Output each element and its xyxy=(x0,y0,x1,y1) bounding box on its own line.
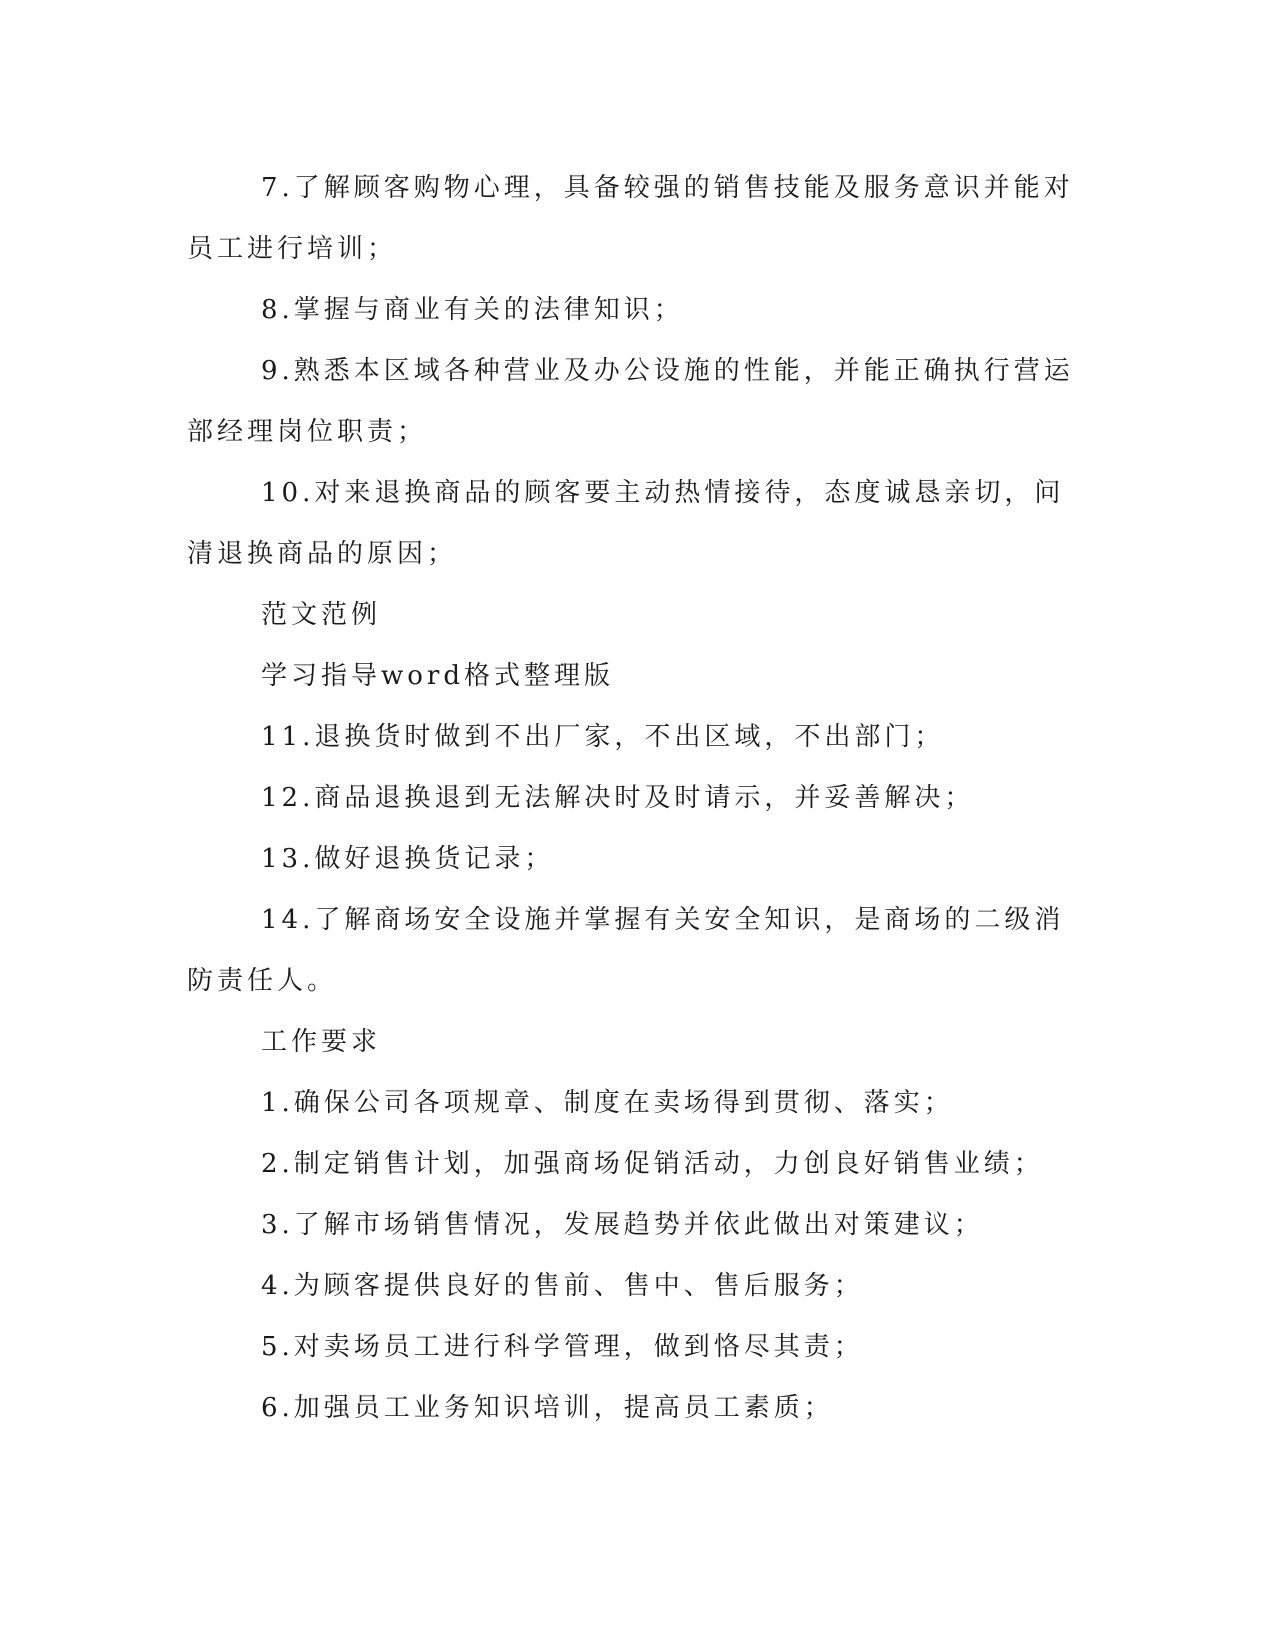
requirement-item-4: 4.为顾客提供良好的售前、售中、售后服务； xyxy=(261,1271,864,1301)
paragraph-item-13: 13.做好退换货记录； xyxy=(261,844,555,874)
section-heading-work-requirements: 工作要求 xyxy=(261,1027,382,1057)
document-body xyxy=(187,158,1077,1439)
section-label: 范文范例 xyxy=(261,600,382,630)
paragraph-item-14: 14.了解商场安全设施并掌握有关安全知识，是商场的二级消防责任人。 xyxy=(187,905,1065,996)
paragraph-item-12: 12.商品退换退到无法解决时及时请示，并妥善解决； xyxy=(261,783,975,813)
requirement-item-1: 1.确保公司各项规章、制度在卖场得到贯彻、落实； xyxy=(261,1088,954,1118)
requirement-item-3: 3.了解市场销售情况，发展趋势并依此做出对策建议； xyxy=(261,1210,984,1240)
paragraph-item-9: 9.熟悉本区域各种营业及办公设施的性能，并能正确执行营运部经理岗位职责； xyxy=(187,356,1074,447)
paragraph-item-10: 10.对来退换商品的顾客要主动热情接待，态度诚恳亲切，问清退换商品的原因； xyxy=(187,478,1065,569)
requirement-item-5: 5.对卖场员工进行科学管理，做到恪尽其责； xyxy=(261,1332,864,1362)
requirement-item-6: 6.加强员工业务知识培训，提高员工素质； xyxy=(261,1393,834,1423)
paragraph-item-7: 7.了解顾客购物心理，具备较强的销售技能及服务意识并能对员工进行培训； xyxy=(187,173,1074,264)
paragraph-item-8: 8.掌握与商业有关的法律知识； xyxy=(261,295,684,325)
paragraph-item-11: 11.退换货时做到不出厂家，不出区域，不出部门； xyxy=(261,722,945,752)
format-note: 学习指导word格式整理版 xyxy=(261,661,614,691)
requirement-item-2: 2.制定销售计划，加强商场促销活动，力创良好销售业绩； xyxy=(261,1149,1044,1179)
